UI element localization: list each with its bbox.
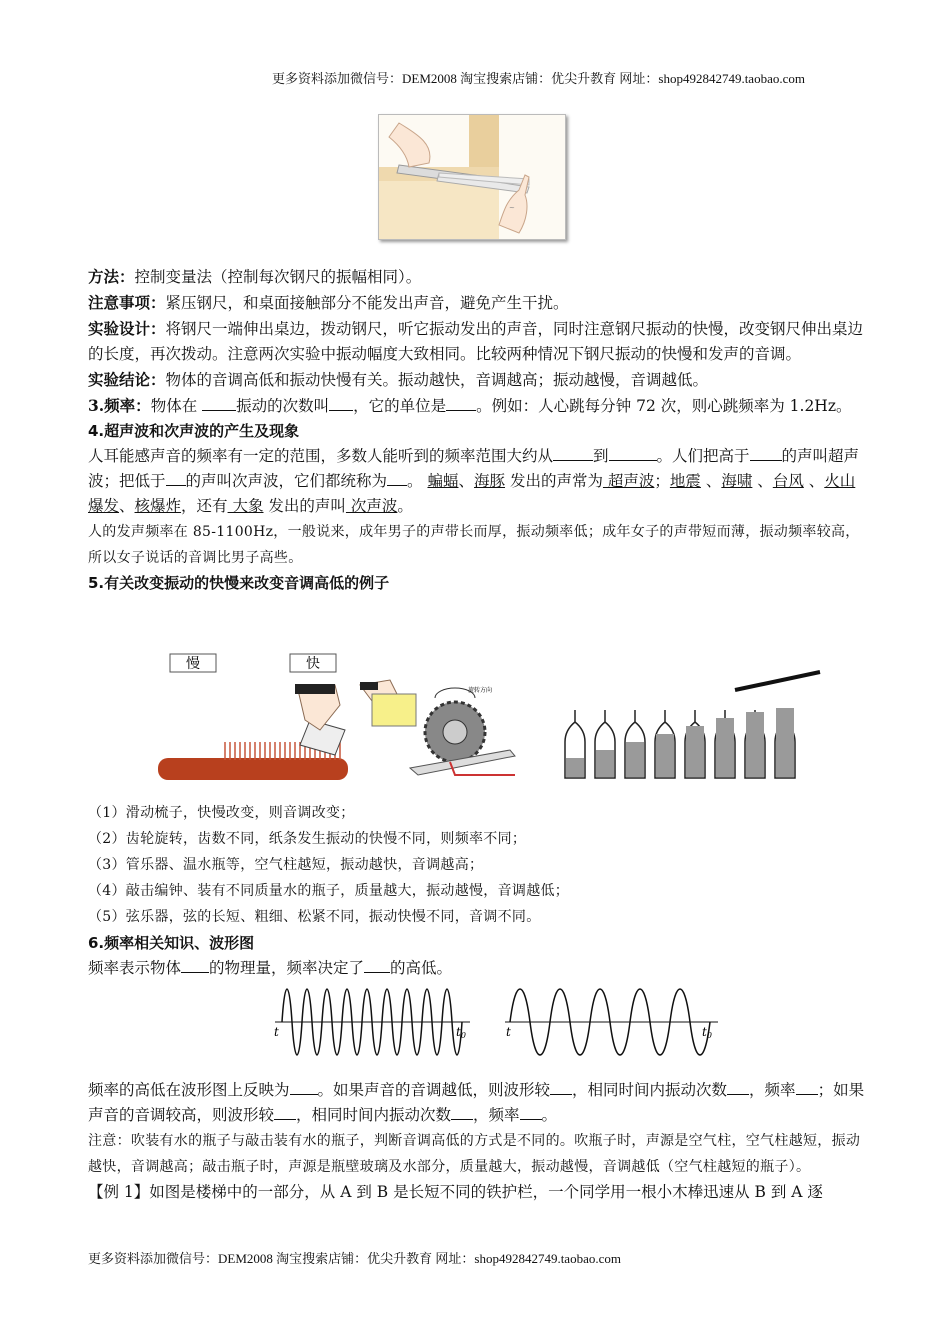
separator: 、 bbox=[803, 472, 825, 490]
underlined-ultrasonic: 超声波 bbox=[602, 472, 655, 490]
underlined-earthquake: 地震 bbox=[669, 472, 701, 490]
s4-text: ，还有 bbox=[181, 497, 228, 515]
conclusion-text: 物体的音调高低和振动快慢有关。振动越快，音调越高；振动越慢，音调越低。 bbox=[165, 371, 709, 389]
example-item-1: （1）滑动梳子，快慢改变，则音调改变； bbox=[88, 805, 355, 821]
section-4-body bbox=[88, 444, 866, 519]
underlined-bat: 蝙蝠 bbox=[427, 472, 459, 490]
blank bbox=[727, 1080, 749, 1095]
blank bbox=[274, 1105, 296, 1120]
section-3-frequency bbox=[88, 393, 866, 419]
wave-t0-right bbox=[702, 1025, 712, 1040]
s4-text: 。 bbox=[407, 472, 428, 490]
wave-t0-label: t bbox=[702, 1025, 707, 1039]
blank bbox=[387, 471, 407, 486]
s4-text: 发出的声叫 bbox=[263, 497, 346, 515]
page-header: 更多资料添加微信号：DEM2008 淘宝搜索店铺：优尖升教育 网址：shop492842749.taobao.com bbox=[272, 71, 805, 86]
example-item-2: （2）齿轮旋转，齿数不同，纸条发生振动的快慢不同，则频率不同； bbox=[88, 831, 527, 847]
waveform-figure bbox=[270, 982, 720, 1062]
section-5-title: 5.有关改变振动的快慢来改变音调高低的例子 bbox=[88, 574, 390, 592]
separator: 、 bbox=[119, 497, 135, 515]
s6-text: ，频率 bbox=[749, 1081, 796, 1099]
blank bbox=[364, 958, 390, 973]
notes-text: 紧压钢尺，和桌面接触部分不能发出声音，避免产生干扰。 bbox=[165, 294, 569, 312]
conclusion-label: 实验结论： bbox=[88, 370, 166, 389]
s4-text: 人耳能感声音的频率有一定的范围，多数人能听到的频率范围大约从 bbox=[88, 447, 554, 465]
bottle-note: 注意：吹装有水的瓶子与敲击装有水的瓶子，判断音调高低的方式是不同的。吹瓶子时，声源是空气柱，空气柱越短，振动越快，音调越高；敲击瓶子时，声源是瓶壁玻璃及水部分，质量越大，振动越慢，音调越低（空气柱越短的瓶子）。 bbox=[88, 1133, 861, 1175]
s3-text-4: 。例如：人心跳每分钟 72 次，则心跳频率为 1.2Hz。 bbox=[476, 397, 852, 415]
blank bbox=[553, 446, 593, 461]
s4-text: 。 bbox=[397, 497, 413, 515]
underlined-elephant: 大象 bbox=[227, 497, 264, 515]
s3-text-2: 振动的次数叫 bbox=[236, 397, 330, 415]
blank bbox=[609, 446, 657, 461]
blank bbox=[550, 1080, 572, 1095]
blank bbox=[446, 396, 476, 411]
rotation-label: 旋转方向 bbox=[468, 687, 493, 694]
blank bbox=[520, 1105, 542, 1120]
underlined-infrasonic: 次声波 bbox=[345, 497, 398, 515]
slow-label: 慢 bbox=[186, 656, 200, 672]
s6-text: ，相同时间内振动次数 bbox=[296, 1106, 452, 1124]
section-6-title: 6.频率相关知识、波形图 bbox=[88, 934, 255, 952]
s6-text: 。如果声音的音调越低，则波形较 bbox=[317, 1081, 551, 1099]
method-label: 方法： bbox=[88, 267, 135, 286]
blank bbox=[329, 396, 353, 411]
section-6-line-1 bbox=[88, 956, 866, 981]
s4-text: 到 bbox=[593, 447, 609, 465]
underlined-nuclear: 核爆炸 bbox=[134, 497, 182, 515]
pitch-examples-figure bbox=[150, 650, 830, 785]
blank bbox=[290, 1080, 318, 1095]
s6-text: 的高低。 bbox=[390, 959, 453, 977]
design-text: 将钢尺一端伸出桌边，拨动钢尺，听它振动发出的声音，同时注意钢尺振动的快慢，改变钢尺伸出桌边的长度，再次拨动。注意两次实验中振动幅度大致相同。比较两种情况下钢尺振动的快慢和发声的音调。 bbox=[88, 320, 864, 363]
wave-t0-sub: 0 bbox=[460, 1031, 466, 1040]
s4-text: 的声叫次声波，它们都统称为 bbox=[185, 472, 388, 490]
blank bbox=[750, 446, 782, 461]
underlined-volcano: 火山爆发 bbox=[88, 472, 856, 515]
s3-text-3: ，它的单位是 bbox=[353, 397, 447, 415]
example-item-3: （3）管乐器、温水瓶等，空气柱越短，振动越快，音调越高； bbox=[88, 857, 484, 873]
separator: 、 bbox=[700, 472, 722, 490]
s4-text: 。人们把高于 bbox=[656, 447, 750, 465]
page-footer: 更多资料添加微信号：DEM2008 淘宝搜索店铺：优尖升教育 网址：shop492842749.taobao.com bbox=[88, 1251, 621, 1266]
s6-text: ；如果声音的音调较高，则波形较 bbox=[88, 1081, 865, 1124]
section-3-title: 3.频率： bbox=[88, 396, 151, 415]
example-text: 如图是楼梯中的一部分，从 A 到 B 是长短不同的铁护栏，一个同学用一根小木棒迅速从 B 到 A 逐 bbox=[149, 1183, 823, 1201]
separator: 、 bbox=[752, 472, 773, 490]
underlined-dolphin: 海豚 bbox=[474, 472, 506, 490]
design-label: 实验设计： bbox=[88, 319, 166, 338]
voice-frequency-note: 人的发声频率在 85-1100Hz，一般说来，成年男子的声带长而厚，振动频率低；成年女子的声带短而薄，振动频率较高，所以女子说话的音调比男子高些。 bbox=[88, 524, 860, 566]
underlined-typhoon: 台风 bbox=[772, 472, 804, 490]
example-item-4: （4）敲击编钟、装有不同质量水的瓶子，质量越大，振动越慢，音调越低； bbox=[88, 883, 570, 899]
s6-text: ，相同时间内振动次数 bbox=[572, 1081, 728, 1099]
ruler-experiment-image bbox=[378, 114, 566, 240]
blank bbox=[181, 958, 209, 973]
svg-text:~: ~ bbox=[509, 204, 515, 212]
blank bbox=[202, 396, 236, 411]
s6-text: 频率的高低在波形图上反映为 bbox=[88, 1081, 290, 1099]
section-4-title: 4.超声波和次声波的产生及现象 bbox=[88, 422, 300, 440]
separator: 、 bbox=[458, 472, 474, 490]
wave-t0-sub: 0 bbox=[706, 1031, 712, 1040]
s4-text: 发出的声常为 bbox=[505, 472, 603, 490]
waveform-explanation bbox=[88, 1078, 866, 1128]
blank bbox=[166, 471, 186, 486]
s6-text: 的物理量，频率决定了 bbox=[209, 959, 365, 977]
example-1 bbox=[88, 1180, 866, 1205]
method-text: 控制变量法（控制每次钢尺的振幅相同）。 bbox=[134, 268, 422, 286]
fast-label: 快 bbox=[306, 656, 320, 672]
example-item-5: （5）弦乐器，弦的长短、粗细、松紧不同，振动快慢不同，音调不同。 bbox=[88, 909, 541, 925]
wave-t-right: t bbox=[506, 1025, 511, 1039]
underlined-tsunami: 海啸 bbox=[721, 472, 753, 490]
blank bbox=[796, 1080, 818, 1095]
s6-text: ，频率 bbox=[473, 1106, 520, 1124]
wave-t-left: t bbox=[274, 1025, 279, 1039]
s4-text: ； bbox=[654, 472, 670, 490]
example-label: 【例 1】 bbox=[88, 1183, 150, 1201]
notes-label: 注意事项： bbox=[88, 293, 166, 312]
s4-text: 的声叫超声波；把低于 bbox=[88, 447, 860, 490]
s6-text: 。 bbox=[541, 1106, 558, 1124]
s3-text-1: 物体在 bbox=[150, 397, 203, 415]
wave-t0-label: t bbox=[456, 1025, 461, 1039]
blank bbox=[451, 1105, 473, 1120]
s6-text: 频率表示物体 bbox=[88, 959, 182, 977]
